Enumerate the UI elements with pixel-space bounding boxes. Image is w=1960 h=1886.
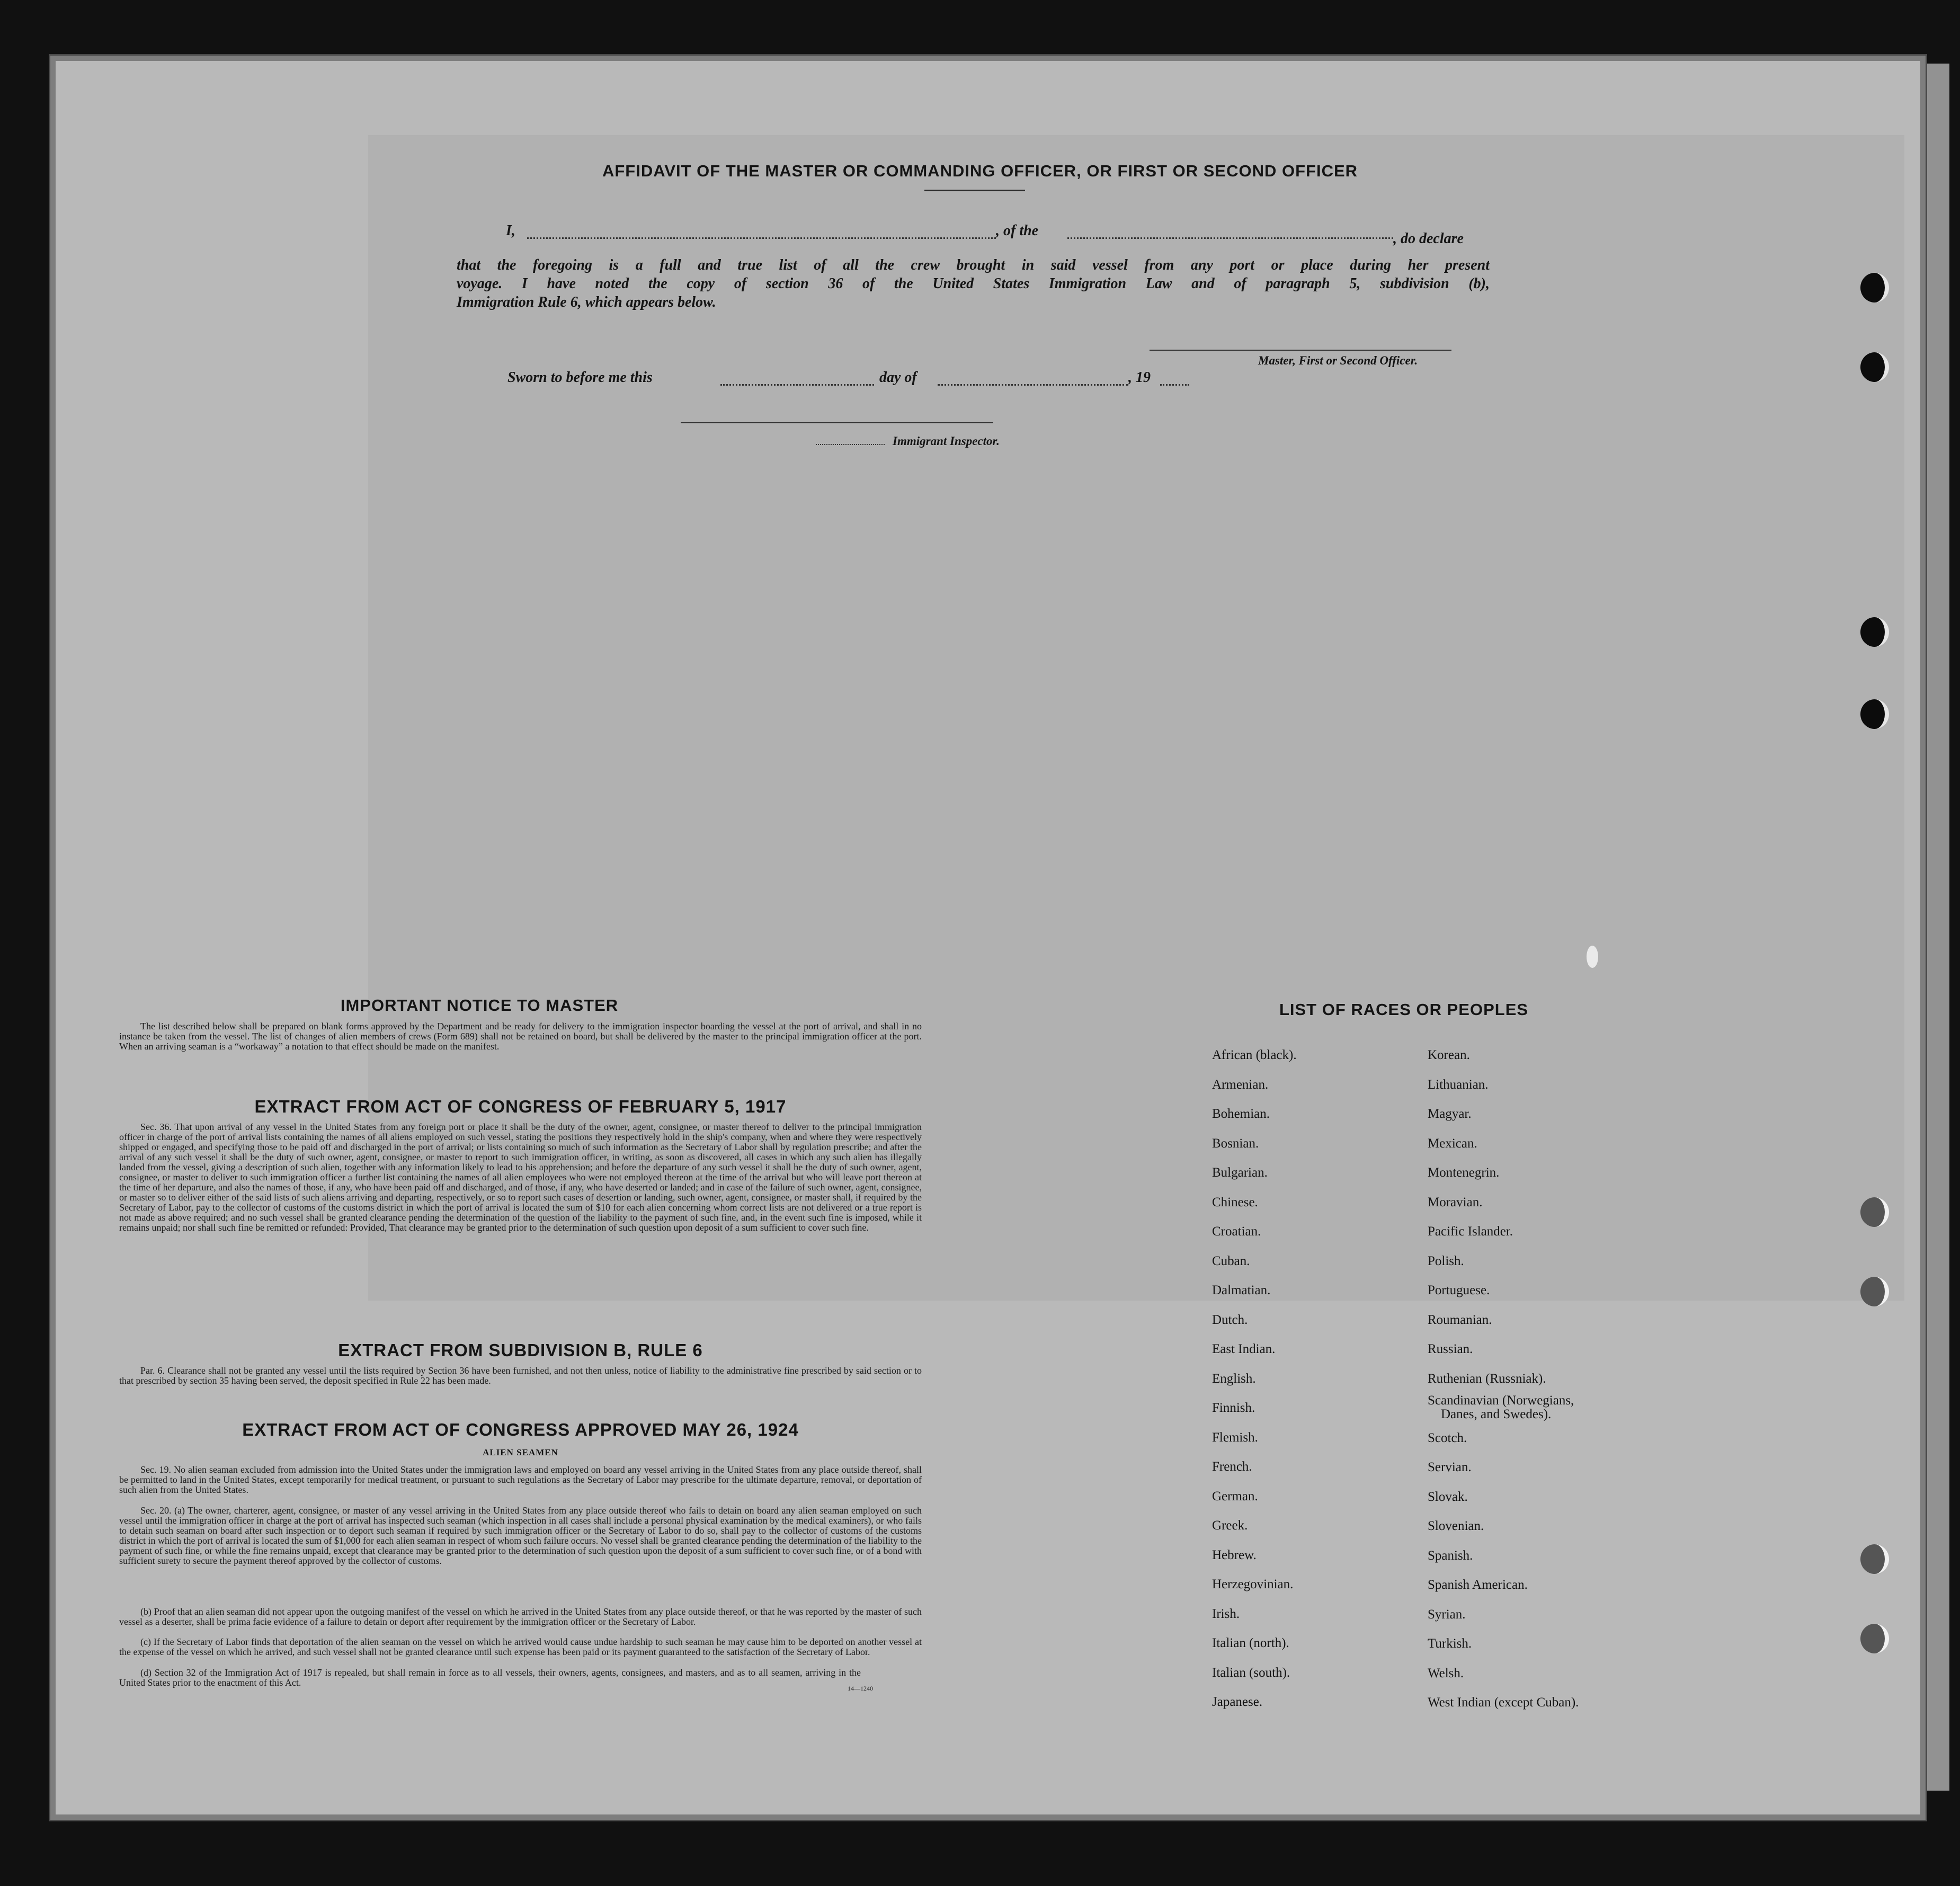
act-1924-sec20b: (b) Proof that an alien seaman did not appear upon the outgoing manifest of the vessel on which he arrived in the United States from any place outside thereof, or that he was reported by the master of such vessel as a deserter, shall be prima facie evidence of a failure to detain or deport after requirement by the immigration officer or the Secretary of Labor. (119, 1606, 922, 1627)
race-item: Flemish. (1212, 1430, 1258, 1445)
name-blank (527, 237, 996, 239)
race-item: Turkish. (1428, 1636, 1472, 1651)
race-item: Japanese. (1212, 1695, 1263, 1709)
year-label: , 19 (1128, 369, 1151, 386)
race-item: Roumanian. (1428, 1312, 1492, 1327)
affidavit-i-label: I, (506, 223, 515, 239)
race-item: Welsh. (1428, 1666, 1464, 1680)
sworn-month-blank (938, 384, 1128, 386)
race-item: Dalmatian. (1212, 1283, 1271, 1297)
race-item: Irish. (1212, 1606, 1240, 1621)
race-item: Magyar. (1428, 1107, 1472, 1121)
act-1917-title: EXTRACT FROM ACT OF CONGRESS OF FEBRUARY 5, 1917 (254, 1097, 787, 1116)
race-item: Croatian. (1212, 1224, 1261, 1239)
binder-hole (1860, 1544, 1889, 1574)
day-of-label: day of (879, 369, 917, 386)
races-right-column (1428, 1040, 1579, 1718)
race-item: Dutch. (1212, 1312, 1248, 1327)
sworn-label: Sworn to before me this (507, 369, 653, 386)
race-item: African (black). (1212, 1048, 1297, 1062)
affidavit-of-the-label: , of the (996, 223, 1039, 239)
binder-hole (1860, 699, 1889, 729)
race-item: Mexican. (1428, 1136, 1477, 1151)
race-item: Herzegovinian. (1212, 1577, 1294, 1591)
race-item: Spanish. (1428, 1548, 1473, 1563)
race-item: Greek. (1212, 1518, 1248, 1533)
race-item: Finnish. (1212, 1401, 1255, 1415)
rule6-title: EXTRACT FROM SUBDIVISION B, RULE 6 (338, 1340, 703, 1360)
race-item: Bulgarian. (1212, 1166, 1268, 1180)
sworn-day-blank (720, 384, 874, 386)
inspector-signature-line (681, 422, 993, 423)
affidavit-line-3: voyage. I have noted the copy of section 36 of the United States Immigration Law and of paragraph 5, subdivision (b), (457, 275, 1490, 292)
race-item: German. (1212, 1489, 1258, 1504)
race-item: Italian (south). (1212, 1665, 1290, 1680)
race-item: Montenegrin. (1428, 1166, 1500, 1180)
race-item: Bohemian. (1212, 1107, 1270, 1121)
race-item: Portuguese. (1428, 1283, 1490, 1297)
form-number: 14—1240 (848, 1685, 873, 1692)
race-item: Chinese. (1212, 1195, 1258, 1209)
inspector-label: Immigrant Inspector. (893, 434, 1000, 448)
sworn-year-blank (1160, 384, 1189, 386)
act-1924-sec20d: (d) Section 32 of the Immigration Act of 1917 is repealed, but shall remain in force as to all vessels, their owners, agents, consignees, and masters, and as to all seamen, arriving in the United States prior to the enactment of this Act. (119, 1667, 861, 1688)
rule6-text: Par. 6. Clearance shall not be granted any vessel until the lists required by Section 36 have been furnished, and not then unless, notice of liability to the administrative fine prescribed by said section or to that prescribed by section 35 having been served, the deposit specified in Rule 22 has been made. (119, 1365, 922, 1386)
binder-hole (1860, 273, 1889, 303)
race-item: Slovak. (1428, 1489, 1468, 1504)
race-item: Hebrew. (1212, 1547, 1257, 1562)
act-1924-title: EXTRACT FROM ACT OF CONGRESS APPROVED MAY 26, 1924 (242, 1420, 799, 1439)
affidavit-declare-label: , do declare (1393, 230, 1464, 247)
race-item: Spanish American. (1428, 1578, 1528, 1592)
race-item: Lithuanian. (1428, 1077, 1489, 1092)
race-item: Pacific Islander. (1428, 1224, 1513, 1239)
binder-hole (1860, 1624, 1889, 1653)
race-item: English. (1212, 1371, 1256, 1386)
race-item: Servian. (1428, 1460, 1472, 1474)
vessel-blank (1067, 237, 1393, 239)
race-item: Ruthenian (Russniak). (1428, 1371, 1546, 1386)
race-item: East Indian. (1212, 1342, 1276, 1356)
title-underline (924, 190, 1025, 191)
race-item: Syrian. (1428, 1607, 1466, 1622)
master-signature-line (1150, 350, 1451, 351)
inspector-prefix-dots (816, 444, 885, 445)
race-item: Russian. (1428, 1342, 1473, 1356)
race-item: Italian (north). (1212, 1636, 1289, 1650)
race-item: Bosnian. (1212, 1136, 1259, 1151)
race-item: Polish. (1428, 1253, 1464, 1268)
act-1924-sec19: Sec. 19. No alien seaman excluded from admission into the United States under the immigration laws and employed on board any vessel arriving in the United States from any place outside thereof, shall be permitted to land in the United States, except temporarily for medical treatment, or pursuant to such regulations as the Secretary of Labor may prescribe for the ultimate departure, removal, or deportation of such alien from the United States. (119, 1464, 922, 1495)
race-item: Moravian. (1428, 1195, 1483, 1209)
paper-blemish (1587, 946, 1598, 968)
binder-hole (1860, 352, 1889, 382)
race-item: Cuban. (1212, 1253, 1250, 1268)
binder-hole (1860, 1277, 1889, 1306)
act-1924-subtitle: ALIEN SEAMEN (483, 1447, 558, 1457)
act-1924-sec20c: (c) If the Secretary of Labor finds that deportation of the alien seaman on the vessel on which he arrived would cause undue hardship to such seaman he may cause him to be deported on another vessel at the expense of the vessel on which he arrived, and such vessel shall not be granted clearance until such expense has been paid or its payment guaranteed to the satisfaction of the Secretary of Labor. (119, 1636, 922, 1657)
master-signature-label: Master, First or Second Officer. (1258, 354, 1418, 367)
race-item: Slovenian. (1428, 1519, 1484, 1533)
affidavit-line-4: Immigration Rule 6, which appears below. (457, 294, 716, 310)
race-item: French. (1212, 1460, 1252, 1474)
races-left-column (1212, 1040, 1297, 1717)
races-title: LIST OF RACES OR PEOPLES (1279, 1000, 1529, 1019)
race-item: Korean. (1428, 1048, 1470, 1062)
binder-hole (1860, 617, 1889, 647)
act-1924-sec20a: Sec. 20. (a) The owner, charterer, agent, consignee, or master of any vessel arriving in the United States from any place outside thereof who fails to detain on board any alien seaman employed on such vessel until the immigration officer in charge at the port of arrival has inspected such seaman (which inspection in all cases shall include a personal physical examination by the medical examiners), or who fails to detain such seaman on board after such inspection or to deport such seaman if required by such immigration officer or the Secretary of Labor to do so, shall pay to the collector of customs of the customs district in which the port of arrival is located the sum of $1,000 for each alien seaman in respect of whom such failure occurs. No vessel shall be granted clearance pending the determination of the liability to the payment of such fine, or while the fine remains unpaid, except that clearance may be granted prior to the determination of such question upon the deposit of a sum sufficient to cover such fine, or of a bond with sufficient surety to secure the payment thereof approved by the collector of customs. (119, 1505, 922, 1566)
binder-hole (1860, 1197, 1889, 1227)
race-item: Scotch. (1428, 1430, 1467, 1445)
notice-text: The list described below shall be prepared on blank forms approved by the Department and be ready for delivery to the immigration inspector boarding the vessel at the port of arrival, and shall in no instance be taken from the vessel. The list of changes of alien members of crews (Form 689) shall not be retained on board, but shall be delivered by the master to the principal immigration officer at the port. When an arriving seaman is a “workaway” a notation to that effect should be made on the manifest. (119, 1021, 922, 1052)
race-item: West Indian (except Cuban). (1428, 1695, 1579, 1710)
act-1917-text: Sec. 36. That upon arrival of any vessel in the United States from any foreign port or place it shall be the duty of the owner, agent, consignee, or master thereof to deliver to the principal immigration officer in charge of the port of arrival lists containing the names of all aliens employed on such vessel, stating the positions they respectively hold in the ship's company, when and where they were respectively shipped or engaged, and specifying those to be paid off and discharged in the port of arrival; or lists containing so much of such information as the Secretary of Labor shall by regulation prescribe; and after the arrival of any such vessel it shall be the duty of such owner, agent, consignee, or master to report to such immigration officer, in writing, as soon as discovered, all cases in which any such alien has illegally landed from the vessel, giving a description of such alien, together with any information likely to lead to his apprehension; and before the departure of any such vessel it shall be the duty of such owner, agent, consignee, or master to deliver to such immigration officer a further list containing the names of all alien employees who were not employed thereon at the time of the arrival but who will leave port thereon at the time of her departure, and also the names of those, if any, who have been paid off and discharged, and of those, if any, who have deserted or landed; and in case of the failure of such owner, agent, consignee, or master so to deliver either of the said lists of such aliens arriving and departing, respectively, or so to report such cases of desertion or landing, such owner, agent, consignee, or master shall, if required by the Secretary of Labor, pay to the collector of customs of the customs district in which the port of arrival is located the sum of $10 for each alien concerning whom correct lists are not delivered or a true report is not made as above required; and no such vessel shall be granted clearance pending the determination of the question of the liability to the payment of such fine, and, in the event such fine is imposed, while it remains unpaid; nor shall such fine be remitted or refunded: Provided, That clearance may be granted prior to the determination of such question upon deposit of a sum sufficient to cover such fine. (119, 1122, 922, 1233)
race-item: Armenian. (1212, 1077, 1269, 1092)
notice-title: IMPORTANT NOTICE TO MASTER (340, 996, 619, 1015)
race-item: Scandinavian (Norwegians, Danes, and Swedes). (1428, 1393, 1574, 1421)
affidavit-line-2: that the foregoing is a full and true list of all the crew brought in said vessel from any port or place during her present (457, 257, 1490, 273)
affidavit-title: AFFIDAVIT OF THE MASTER OR COMMANDING OFFICER, OR FIRST OR SECOND OFFICER (602, 162, 1358, 180)
